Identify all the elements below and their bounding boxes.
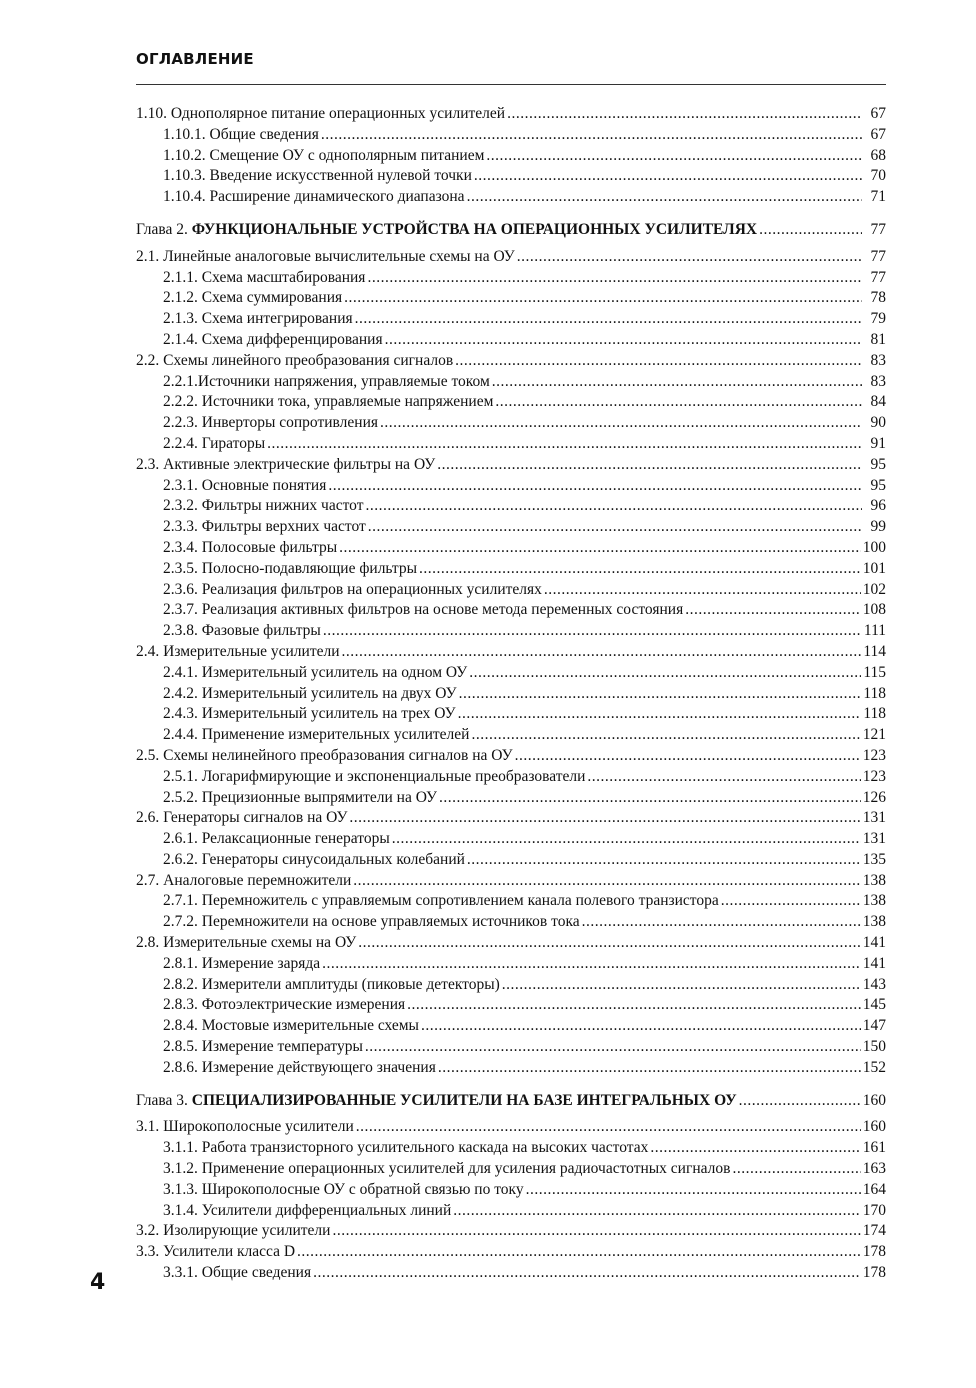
toc-page-number: 123	[862, 746, 886, 764]
toc-page-number: 100	[862, 538, 886, 556]
toc-subsection	[136, 1180, 886, 1201]
toc-page-number: 170	[862, 1201, 886, 1219]
toc-subsection	[136, 663, 886, 684]
toc-page-number: 141	[862, 934, 886, 952]
toc-entry-title: 1.10. Однополярное питание операционных усилителей	[136, 105, 506, 122]
toc-section	[136, 642, 886, 663]
toc-entry-title: 2.8. Измерительные схемы на ОУ	[136, 934, 357, 952]
toc-page-number: 67	[870, 125, 886, 143]
dot-leader	[486, 146, 862, 167]
dot-leader	[380, 413, 862, 434]
toc-entry-title: 2.4.4. Применение измерительных усилителей	[163, 726, 470, 744]
toc-entry-title: 3.3.1. Общие сведения	[163, 1264, 312, 1282]
toc-page-number: 141	[862, 954, 886, 972]
toc-subsection	[136, 268, 886, 289]
chapter-title: ФУНКЦИОНАЛЬНЫЕ УСТРОЙСТВА НА ОПЕРАЦИОННЫХ УСИЛИТЕЛЯХ	[191, 220, 758, 238]
toc-entry-title: 2.5.2. Прецизионные выпрямители на ОУ	[163, 788, 438, 806]
toc-page-number: 161	[862, 1139, 886, 1157]
dot-leader	[321, 125, 862, 146]
dot-leader	[313, 1263, 861, 1284]
toc-entry-title: 3.3. Усилители класса D	[136, 1243, 296, 1261]
toc-page-number: 83	[870, 372, 886, 390]
toc-page-number: 77	[870, 220, 886, 238]
dot-leader	[437, 455, 862, 476]
toc-entry-title: 2.1.1. Схема масштабирования	[163, 268, 366, 286]
toc-page-number: 102	[862, 580, 886, 598]
chapter-prefix: Глава 3.	[136, 1091, 192, 1109]
toc-page-number: 77	[870, 268, 886, 286]
toc-subsection	[136, 1058, 886, 1079]
toc-entry-title: 2.1.4. Схема дифференцирования	[163, 330, 383, 348]
toc-page-number: 108	[862, 601, 886, 619]
dot-leader	[502, 975, 861, 996]
toc-page-number: 126	[862, 788, 886, 806]
toc-page-number: 131	[862, 809, 886, 827]
toc-page-number: 138	[862, 892, 886, 910]
dot-leader	[458, 704, 862, 725]
toc-section	[136, 1221, 886, 1242]
toc-page-number: 114	[863, 642, 886, 660]
dot-leader	[582, 912, 861, 933]
toc-subsection	[136, 392, 886, 413]
toc-subsection	[136, 1016, 886, 1037]
toc-section	[136, 455, 886, 476]
toc-page-number: 83	[870, 351, 886, 369]
toc-subsection	[136, 912, 886, 933]
toc-entry-title: 2.3.5. Полосно-подавляющие фильтры	[163, 559, 418, 577]
toc-chapter	[136, 220, 886, 241]
toc-subsection	[136, 309, 886, 330]
toc-entry-title: 1.10.4. Расширение динамического диапазона	[163, 188, 465, 206]
dot-leader	[471, 725, 860, 746]
toc-page-number: 138	[862, 871, 886, 889]
toc-page-number: 79	[870, 310, 886, 328]
toc-subsection	[136, 413, 886, 434]
dot-leader	[469, 663, 861, 684]
toc-section	[136, 808, 886, 829]
toc-subsection	[136, 330, 886, 351]
dot-leader	[474, 166, 862, 187]
toc-subsection	[136, 829, 886, 850]
toc-subsection	[136, 995, 886, 1016]
toc-page-number: 70	[870, 167, 886, 185]
toc-page-number: 118	[863, 684, 886, 702]
toc-section	[136, 351, 886, 372]
toc-page-number: 77	[870, 247, 886, 265]
dot-leader	[365, 1037, 861, 1058]
dot-leader	[467, 850, 861, 871]
dot-leader	[759, 220, 862, 241]
dot-leader	[339, 538, 861, 559]
toc-subsection	[136, 621, 886, 642]
toc-entry-title: 2.3.7. Реализация активных фильтров на основе метода переменных состояния	[163, 601, 684, 619]
dot-leader	[267, 434, 862, 455]
toc-page-number: 84	[870, 393, 886, 411]
dot-leader	[526, 1180, 861, 1201]
toc-entry-title: 2.6.1. Релаксационные генераторы	[163, 830, 390, 848]
dot-leader	[323, 621, 862, 642]
toc-subsection	[136, 372, 886, 393]
toc-subsection	[136, 850, 886, 871]
toc-entry-title: 2.7.2. Перемножители на основе управляемых источников тока	[163, 913, 580, 931]
toc-entry-title: 2.8.5. Измерение температуры	[163, 1038, 363, 1056]
toc-entry-title: 2.8.3. Фотоэлектрические измерения	[163, 996, 406, 1014]
toc-subsection	[136, 434, 886, 455]
toc-page-number: 138	[862, 913, 886, 931]
toc-subsection	[136, 125, 886, 146]
dot-leader	[453, 1201, 860, 1222]
toc-subsection	[136, 891, 886, 912]
toc-page-number: 160	[862, 1118, 886, 1136]
header-rule	[136, 84, 886, 85]
toc-entry-title: 2.5. Схемы нелинейного преобразования сигналов на ОУ	[136, 746, 513, 764]
toc-subsection	[136, 767, 886, 788]
toc-section	[136, 247, 886, 268]
dot-leader	[650, 1138, 860, 1159]
toc-page-number: 174	[862, 1222, 886, 1240]
toc-entry-title: 3.1.2. Применение операционных усилителей для усиления радиочастотных сигналов	[163, 1160, 731, 1178]
chapter-title: СПЕЦИАЛИЗИРОВАННЫЕ УСИЛИТЕЛИ НА БАЗЕ ИНТЕГРАЛЬНЫХ ОУ	[191, 1091, 737, 1109]
dot-leader	[392, 829, 861, 850]
toc-subsection	[136, 1138, 886, 1159]
toc-entry-title: 1.10.2. Смещение ОУ с однополярным питанием	[163, 146, 485, 164]
toc-page-number: 95	[870, 476, 886, 494]
toc-entry-title	[136, 1091, 737, 1112]
dot-leader	[515, 746, 861, 767]
toc-page-number: 147	[862, 1017, 886, 1035]
dot-leader	[322, 954, 861, 975]
toc-entry-title	[136, 220, 757, 241]
toc-page-number: 143	[862, 975, 886, 993]
toc-entry-title: 2.2.4. Гираторы	[163, 434, 266, 452]
toc-entry-title: 2.5.1. Логарифмирующие и экспоненциальные преобразователи	[163, 767, 586, 785]
toc-page-number: 135	[862, 850, 886, 868]
toc-subsection	[136, 1159, 886, 1180]
dot-leader	[407, 995, 861, 1016]
toc-page-number: 145	[862, 996, 886, 1014]
toc-page-number: 178	[862, 1243, 886, 1261]
dot-leader	[438, 1058, 861, 1079]
toc-subsection	[136, 187, 886, 208]
dot-leader	[517, 247, 862, 268]
toc-entry-title: 2.8.6. Измерение действующего значения	[163, 1058, 436, 1076]
dot-leader	[368, 517, 862, 538]
dot-leader	[297, 1242, 861, 1263]
toc-entry-title: 2.8.1. Измерение заряда	[163, 954, 321, 972]
dot-leader	[367, 268, 862, 289]
toc-section	[136, 104, 886, 125]
toc-subsection	[136, 580, 886, 601]
dot-leader	[507, 104, 862, 125]
toc-page-number: 152	[862, 1058, 886, 1076]
dot-leader	[685, 600, 861, 621]
toc-entry-title: 2.8.2. Измерители амплитуды (пиковые детекторы)	[163, 975, 500, 993]
dot-leader	[455, 351, 862, 372]
toc-section	[136, 871, 886, 892]
toc-subsection	[136, 1037, 886, 1058]
toc-subsection	[136, 559, 886, 580]
toc-page-number: 96	[870, 497, 886, 515]
toc-entry-title: 2.4.3. Измерительный усилитель на трех ОУ	[163, 705, 456, 723]
toc-entry-title: 2.4.1. Измерительный усилитель на одном ОУ	[163, 663, 468, 681]
table-of-contents	[136, 104, 886, 1284]
toc-page-number: 99	[870, 518, 886, 536]
dot-leader	[365, 496, 862, 517]
toc-entry-title: 2.3.8. Фазовые фильтры	[163, 622, 321, 640]
dot-leader	[349, 808, 860, 829]
toc-page-number: 78	[870, 289, 886, 307]
dot-leader	[721, 891, 861, 912]
dot-leader	[356, 1117, 861, 1138]
dot-leader	[332, 1221, 860, 1242]
toc-entry-title: 2.2.2. Источники тока, управляемые напряжением	[163, 393, 494, 411]
toc-entry-title: 2.3.6. Реализация фильтров на операционных усилителях	[163, 580, 542, 598]
toc-entry-title: 2.3. Активные электрические фильтры на ОУ	[136, 455, 436, 473]
toc-subsection	[136, 788, 886, 809]
toc-subsection	[136, 1263, 886, 1284]
toc-entry-title: 3.1. Широкополосные усилители	[136, 1118, 354, 1136]
toc-entry-title: 2.6. Генераторы сигналов на ОУ	[136, 809, 348, 827]
toc-entry-title: 2.1. Линейные аналоговые вычислительные схемы на ОУ	[136, 247, 515, 265]
toc-section	[136, 1117, 886, 1138]
dot-leader	[344, 288, 862, 309]
toc-entry-title: 2.1.2. Схема суммирования	[163, 289, 343, 307]
dot-leader	[739, 1091, 861, 1112]
toc-entry-title: 1.10.3. Введение искусственной нулевой точки	[163, 167, 472, 185]
toc-entry-title: 2.7.1. Перемножитель с управляемым сопротивлением канала полевого транзистора	[163, 892, 719, 910]
dot-leader	[544, 580, 861, 601]
toc-subsection	[136, 146, 886, 167]
toc-subsection	[136, 517, 886, 538]
toc-subsection	[136, 600, 886, 621]
toc-page-number: 71	[870, 188, 886, 206]
toc-section	[136, 933, 886, 954]
toc-subsection	[136, 496, 886, 517]
dot-leader	[385, 330, 862, 351]
toc-entry-title: 2.8.4. Мостовые измерительные схемы	[163, 1017, 419, 1035]
toc-entry-title: 3.2. Изолирующие усилители	[136, 1222, 331, 1240]
dot-leader	[355, 309, 862, 330]
toc-entry-title: 2.2.1.Источники напряжения, управляемые током	[163, 372, 490, 390]
toc-page-number: 164	[862, 1180, 886, 1198]
toc-subsection	[136, 538, 886, 559]
toc-subsection	[136, 288, 886, 309]
toc-entry-title: 1.10.1. Общие сведения	[163, 125, 319, 143]
toc-subsection	[136, 954, 886, 975]
toc-page-number: 178	[862, 1264, 886, 1282]
toc-chapter	[136, 1091, 886, 1112]
toc-page-number: 160	[862, 1091, 886, 1109]
toc-subsection	[136, 1201, 886, 1222]
toc-page-number: 163	[862, 1160, 886, 1178]
dot-leader	[358, 933, 861, 954]
toc-page-number: 91	[870, 434, 886, 452]
dot-leader	[419, 559, 861, 580]
toc-entry-title: 2.2.3. Инверторы сопротивления	[163, 414, 378, 432]
toc-entry-title: 2.3.1. Основные понятия	[163, 476, 327, 494]
running-header: ОГЛАВЛЕНИЕ	[136, 50, 254, 68]
dot-leader	[587, 767, 860, 788]
dot-leader	[421, 1016, 861, 1037]
toc-page-number: 150	[862, 1038, 886, 1056]
toc-page-number: 101	[862, 559, 886, 577]
toc-entry-title: 2.1.3. Схема интегрирования	[163, 310, 353, 328]
toc-page-number: 111	[863, 622, 886, 640]
toc-entry-title: 3.1.3. Широкополосные ОУ с обратной связью по току	[163, 1180, 524, 1198]
toc-entry-title: 3.1.1. Работа транзисторного усилительного каскада на высоких частотах	[163, 1139, 649, 1157]
dot-leader	[439, 788, 861, 809]
toc-entry-title: 2.3.4. Полосовые фильтры	[163, 538, 338, 556]
dot-leader	[459, 684, 862, 705]
toc-page-number: 115	[863, 663, 886, 681]
toc-entry-title: 2.3.2. Фильтры нижних частот	[163, 497, 364, 515]
toc-entry-title: 3.1.4. Усилители дифференциальных линий	[163, 1201, 452, 1219]
toc-subsection	[136, 166, 886, 187]
dot-leader	[495, 392, 862, 413]
toc-page-number: 90	[870, 414, 886, 432]
toc-entry-title: 2.6.2. Генераторы синусоидальных колебаний	[163, 850, 465, 868]
dot-leader	[732, 1159, 860, 1180]
toc-subsection	[136, 684, 886, 705]
toc-section	[136, 1242, 886, 1263]
toc-page-number: 95	[870, 455, 886, 473]
dot-leader	[328, 476, 862, 497]
toc-subsection	[136, 725, 886, 746]
toc-page-number: 81	[870, 330, 886, 348]
toc-page-number: 68	[870, 146, 886, 164]
toc-section	[136, 746, 886, 767]
dot-leader	[342, 642, 862, 663]
toc-entry-title: 2.2. Схемы линейного преобразования сигналов	[136, 351, 454, 369]
toc-entry-title: 2.4. Измерительные усилители	[136, 642, 340, 660]
toc-page-number: 131	[862, 830, 886, 848]
toc-subsection	[136, 704, 886, 725]
toc-page-number: 118	[863, 705, 886, 723]
toc-subsection	[136, 476, 886, 497]
toc-subsection	[136, 975, 886, 996]
toc-page-number: 121	[862, 726, 886, 744]
toc-entry-title: 2.3.3. Фильтры верхних частот	[163, 518, 366, 536]
toc-page-number: 123	[862, 767, 886, 785]
dot-leader	[492, 372, 862, 393]
toc-page-number: 67	[870, 105, 886, 122]
page-number: 4	[90, 1270, 106, 1295]
chapter-prefix: Глава 2.	[136, 220, 192, 238]
toc-entry-title: 2.4.2. Измерительный усилитель на двух ОУ	[163, 684, 457, 702]
toc-entry-title: 2.7. Аналоговые перемножители	[136, 871, 352, 889]
dot-leader	[467, 187, 862, 208]
dot-leader	[353, 871, 860, 892]
